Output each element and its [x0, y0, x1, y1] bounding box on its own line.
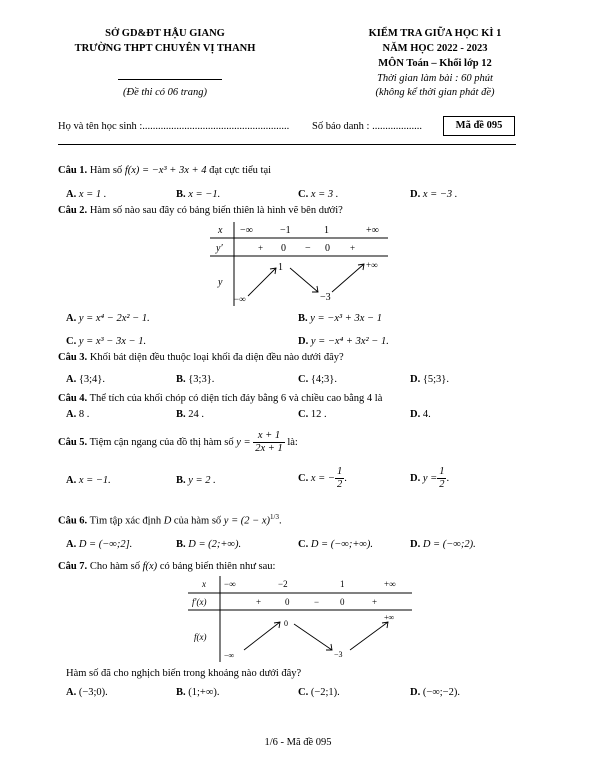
- q7-arrow-down: [294, 624, 332, 650]
- question-7-text: Cho hàm số: [89, 561, 140, 572]
- q4-option-d[interactable]: D. 4.: [410, 409, 431, 420]
- question-5-denominator: 2x + 1: [255, 443, 283, 454]
- q3-option-c[interactable]: C. {4;3}.: [298, 374, 337, 385]
- question-1-func: f(x) = −x³ + 3x + 4: [124, 165, 207, 176]
- question-4-label: Câu 4.: [58, 393, 88, 404]
- q4-option-b[interactable]: B. 24 .: [176, 409, 205, 420]
- school-department: SỞ GD&ĐT HẬU GIANG: [105, 28, 225, 39]
- q2-option-a[interactable]: A. y = x⁴ − 2x² − 1.: [66, 313, 150, 324]
- q2-option-b[interactable]: B. y = −x³ + 3x − 1: [298, 313, 382, 324]
- q2-sign-0: +: [258, 243, 264, 253]
- school-year: NĂM HỌC 2022 - 2023: [382, 43, 488, 54]
- q2-sign-3: 0: [325, 243, 330, 254]
- q2-x-val-3: +∞: [366, 225, 379, 236]
- school-name: TRƯỜNG THPT CHUYÊN VỊ THANH: [74, 43, 256, 54]
- question-6-var: D: [163, 515, 172, 527]
- exam-title: KIỂM TRA GIỮA HỌC KÌ 1: [368, 28, 502, 39]
- q2-arrow-up-1: [248, 268, 276, 296]
- q7-y-val-max: 0: [284, 619, 288, 628]
- q2-x-val-0: −∞: [240, 225, 253, 236]
- q4-option-c[interactable]: C. 12 .: [298, 409, 327, 420]
- question-2-text: Hàm số nào sau đây có bảng biến thiên là hình vẽ bên dưới?: [89, 205, 343, 216]
- q1-option-d[interactable]: D. x = −3 .: [410, 189, 458, 200]
- q6-option-d[interactable]: D. D = (−∞;2).: [410, 539, 476, 550]
- q5-option-a[interactable]: A. x = −1.: [66, 475, 111, 486]
- q2-arrow-up-2: [332, 264, 364, 292]
- q6-option-c[interactable]: C. D = (−∞;+∞).: [298, 539, 374, 550]
- q7-row-y-label: f(x): [194, 632, 207, 642]
- question-1-text: Hàm số: [89, 165, 123, 176]
- q2-row-y-label: y: [218, 277, 223, 288]
- question-5-text: Tiệm cận ngang của đồ thị hàm số: [89, 436, 234, 448]
- q2-arrow-down: [290, 268, 318, 292]
- q2-sign-2: −: [305, 243, 311, 254]
- q7-y-val-plus-inf: +∞: [384, 613, 395, 622]
- question-6-text: Tìm tập xác định: [89, 515, 162, 527]
- question-1-tail: đạt cực tiểu tại: [209, 165, 272, 176]
- q5-option-b[interactable]: B. y = 2 .: [176, 475, 216, 486]
- question-3: [58, 352, 344, 363]
- q3-option-d[interactable]: D. {5;3}.: [410, 374, 449, 385]
- q7-row-x-label: x: [202, 579, 206, 589]
- student-id-field: Số báo danh : ...................: [312, 121, 422, 132]
- question-6-exponent: 1/3: [270, 513, 279, 521]
- question-4-text: Thể tích của khối chóp có diện tích đáy bằng 6 và chiều cao bằng 4 là: [89, 393, 383, 404]
- q1-option-a[interactable]: A. x = 1 .: [66, 189, 107, 200]
- student-divider: [58, 144, 516, 145]
- page-footer: 1/6 - Mã đề 095: [264, 737, 332, 748]
- time-limit: Thời gian làm bài : 60 phút: [377, 73, 493, 84]
- q2-y-val-max: 1: [278, 262, 283, 273]
- q7-option-c[interactable]: C. (−2;1).: [298, 687, 340, 698]
- question-6-label: Câu 6.: [58, 515, 88, 527]
- q2-sign-1: 0: [281, 243, 286, 254]
- q1-option-b[interactable]: B. x = −1.: [176, 189, 221, 200]
- q7-row-dy-label: f′(x): [192, 597, 207, 607]
- q2-y-val-min: −3: [320, 292, 331, 303]
- pages-note: (Đề thi có 06 trang): [123, 87, 207, 98]
- question-6-func: y = (2 − x): [223, 515, 271, 527]
- q7-x-val-3: +∞: [384, 579, 396, 589]
- q5-option-c[interactable]: C. x = − $\frac{1}{2}$ .: [298, 466, 347, 490]
- exam-code-box: Mã đề 095: [443, 116, 515, 136]
- q2-variation-table: [210, 222, 390, 308]
- q6-option-b[interactable]: B. D = (2;+∞).: [176, 539, 242, 550]
- q4-option-a[interactable]: A. 8 .: [66, 409, 90, 420]
- q7-x-val-1: −2: [278, 579, 288, 589]
- question-3-text: Khối bát diện đều thuộc loại khối đa diện đều nào dưới đây?: [89, 352, 344, 363]
- question-5-numerator: x + 1: [253, 430, 285, 443]
- question-5-func-lhs: y =: [236, 436, 251, 448]
- question-2: [58, 205, 343, 216]
- q2-y-val-minus-inf: −∞: [234, 294, 246, 304]
- question-3-label: Câu 3.: [58, 352, 88, 363]
- q6-option-a[interactable]: A. D = (−∞;2].: [66, 539, 133, 550]
- question-1-label: Câu 1.: [58, 165, 88, 176]
- q7-variation-table: [188, 576, 414, 662]
- q1-option-c[interactable]: C. x = 3 .: [298, 189, 339, 200]
- q7-y-val-min: −3: [334, 650, 343, 659]
- subject: MÔN Toán – Khối lớp 12: [378, 58, 492, 69]
- question-6-text2: của hàm số: [173, 515, 222, 527]
- question-5-label: Câu 5.: [58, 436, 88, 448]
- q7-sign-1: 0: [285, 597, 290, 607]
- question-5: [58, 430, 298, 455]
- question-4: [58, 393, 382, 404]
- q7-option-a[interactable]: A. (−3;0).: [66, 687, 108, 698]
- q2-row-x-label: x: [218, 225, 223, 236]
- q2-x-val-2: 1: [324, 225, 329, 236]
- q3-option-b[interactable]: B. {3;3}.: [176, 374, 215, 385]
- q7-sign-0: +: [256, 597, 262, 607]
- question-7-question: Hàm số đã cho nghịch biến trong khoảng nào dưới đây?: [66, 668, 302, 679]
- q2-option-c[interactable]: C. y = x³ − 3x − 1.: [66, 336, 147, 347]
- q7-x-val-2: 1: [340, 579, 345, 589]
- question-7-func: f(x): [142, 561, 158, 572]
- q7-arrow-up-2: [350, 622, 388, 650]
- time-note: (không kể thời gian phát đề): [375, 87, 495, 98]
- q7-sign-3: 0: [340, 597, 345, 607]
- q7-x-val-0: −∞: [224, 579, 236, 589]
- q2-option-d[interactable]: D. y = −x⁴ + 3x² − 1.: [298, 336, 389, 347]
- question-7-tail: có bảng biến thiên như sau:: [159, 561, 276, 572]
- q2-row-dy-label: y′: [216, 243, 223, 254]
- question-5-tail: là:: [287, 436, 298, 448]
- q2-x-val-1: −1: [280, 225, 291, 236]
- q2-y-val-plus-inf: +∞: [366, 260, 378, 270]
- question-5-fraction: [253, 430, 285, 455]
- q7-sign-4: +: [372, 597, 378, 607]
- q5-option-d[interactable]: D. y = $\frac{1}{2}$ .: [410, 466, 450, 490]
- student-name-field: Họ và tên học sinh :........................................................: [58, 121, 290, 132]
- question-2-label: Câu 2.: [58, 205, 88, 216]
- q7-option-b[interactable]: B. (1;+∞).: [176, 687, 220, 698]
- q2-sign-4: +: [350, 243, 356, 253]
- question-7-label: Câu 7.: [58, 561, 88, 572]
- question-1: [58, 165, 271, 176]
- q7-sign-2: −: [314, 597, 320, 607]
- question-6: Câu 6. Tìm tập xác định D của hàm số $y = (2 - x)^{1/3}$.: [58, 513, 282, 527]
- q7-option-d[interactable]: D. (−∞;−2).: [410, 687, 460, 698]
- q7-arrow-up-1: [244, 622, 280, 650]
- q7-y-val-minus-inf: −∞: [224, 651, 235, 660]
- q3-option-a[interactable]: A. {3;4}.: [66, 374, 105, 385]
- header-left-divider: [118, 79, 222, 80]
- question-7: [58, 561, 275, 572]
